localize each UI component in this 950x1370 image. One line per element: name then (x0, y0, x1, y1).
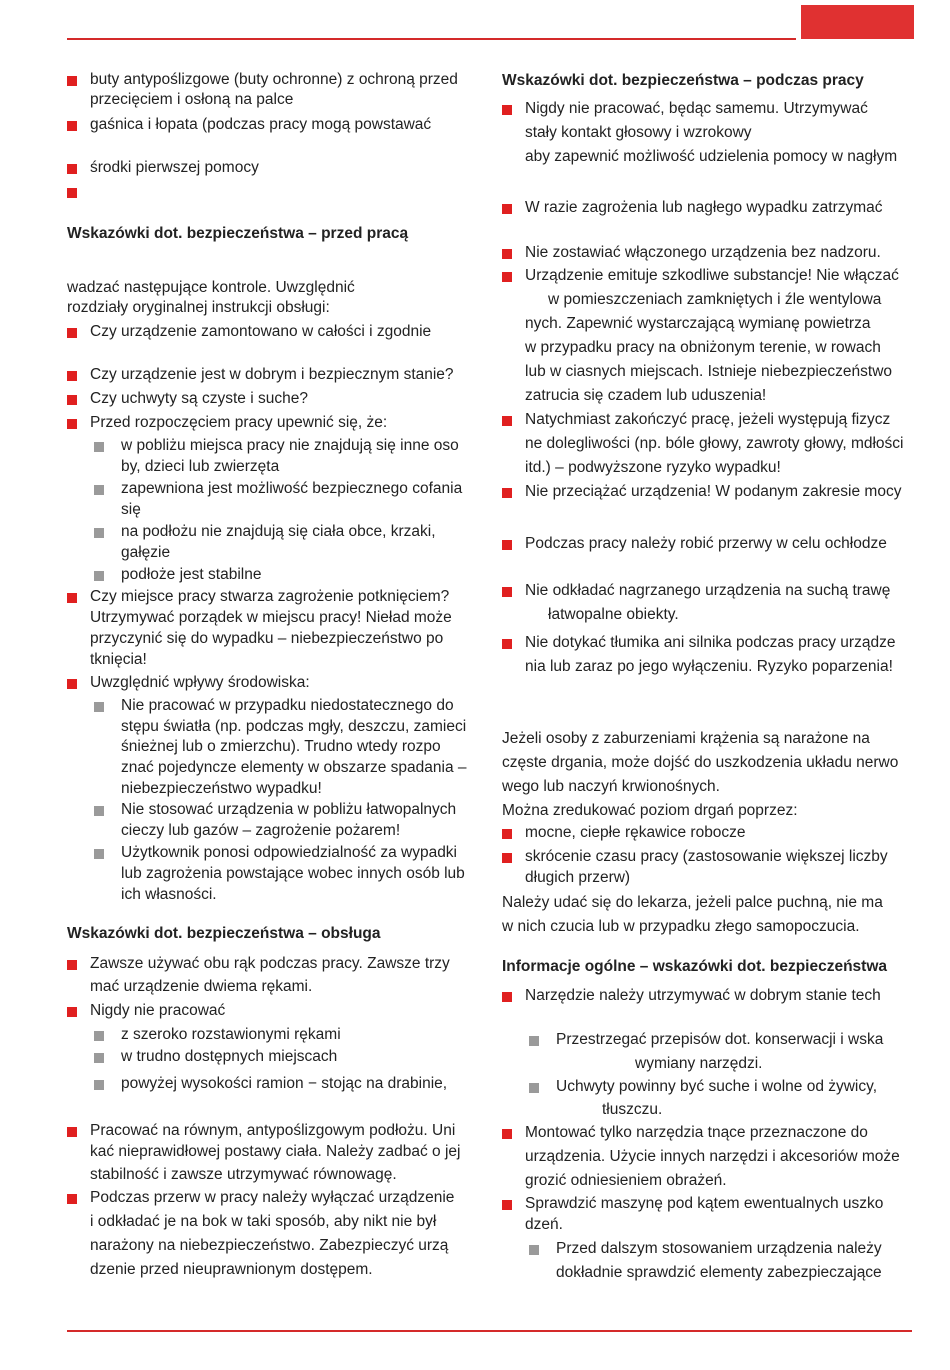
sub-continuation-line: ich własności. (121, 886, 217, 903)
bullet-item: Nie przeciążać urządzenia! W podanym zakresie mocy (502, 482, 901, 502)
sub-bullet-item: powyżej wysokości ramion − stojąc na drabinie, (67, 1074, 447, 1094)
paragraph-line: Należy udać się do lekarza, jeżeli palce puchną, nie ma (502, 894, 883, 911)
continuation-line: nych. Zapewnić wystarczającą wymianę powietrza (525, 315, 871, 332)
section-heading: Informacje ogólne – wskazówki dot. bezpieczeństwa (502, 958, 888, 975)
continuation-line: zatrucia się czadem lub uduszenia! (525, 387, 767, 404)
sub-continuation-line: znać pojedyncze elementy w obszarze spadania – (121, 759, 467, 776)
bullet-item: Uwzględnić wpływy środowiska: (67, 673, 310, 693)
bullet-item: Nigdy nie pracować (67, 1001, 225, 1021)
continuation-line: tknięcia! (90, 651, 147, 668)
sub-bullet-item: Nie pracować w przypadku niedostatecznego do (67, 696, 454, 716)
sub-bullet-item: Przestrzegać przepisów dot. konserwacji i wska (502, 1030, 883, 1050)
bullet-item: W razie zagrożenia lub nagłego wypadku zatrzymać (502, 198, 883, 218)
continuation-line: itd.) – podwyższone ryzyko wypadku! (525, 459, 781, 476)
sub-continuation-line: tłuszczu. (602, 1101, 663, 1118)
continuation-line: urządzenia. Użycie innych narzędzi i akcesoriów może (525, 1148, 900, 1165)
section-heading: Wskazówki dot. bezpieczeństwa – podczas pracy (502, 72, 864, 89)
continuation-line: aby zapewnić możliwość udzielenia pomocy w nagłym (525, 148, 898, 165)
sub-bullet-item: w pobliżu miejsca pracy nie znajdują się inne oso (67, 436, 459, 456)
bullet-item: Podczas przerw w pracy należy wyłączać urządzenie (67, 1188, 454, 1208)
header-tab (801, 5, 914, 39)
bullet-item: gaśnica i łopata (podczas pracy mogą powstawać (67, 115, 431, 135)
paragraph-line: wego lub naczyń krwionośnych. (502, 778, 720, 795)
sub-continuation-line: cieczy lub gazów – zagrożenie pożarem! (121, 822, 401, 839)
bullet-item: mocne, ciepłe rękawice robocze (502, 823, 746, 843)
bullet-item: Urządzenie emituje szkodliwe substancje! Nie włączać (502, 266, 899, 286)
bullet-item: Nie zostawiać włączonego urządzenia bez nadzoru. (502, 243, 881, 263)
sub-bullet-item: Nie stosować urządzenia w pobliżu łatwopalnych (67, 800, 456, 820)
continuation-line: dzenie przed nieuprawnionym dostępem. (90, 1261, 373, 1278)
continuation-line: lub w ciasnych miejscach. Istnieje niebezpieczeństwo (525, 363, 893, 380)
continuation-line: łatwopalne obiekty. (548, 606, 679, 623)
bullet-item: Czy miejsce pracy stwarza zagrożenie potknięciem? (67, 587, 449, 607)
sub-bullet-item: z szeroko rozstawionymi rękami (67, 1025, 341, 1045)
bullet-item: Montować tylko narzędzia tnące przeznaczone do (502, 1123, 868, 1143)
continuation-line: kać nieprawidłowej postawy ciała. Należy zadbać o jej (90, 1143, 461, 1160)
bullet-item: Czy uchwyty są czyste i suche? (67, 389, 308, 409)
bullet-item: Sprawdzić maszynę pod kątem ewentualnych uszko (502, 1194, 883, 1214)
bullet-item: Zawsze używać obu rąk podczas pracy. Zawsze trzy (67, 954, 450, 974)
sub-continuation-line: śnieżnej lub o zmierzchu). Trudno wtedy rozpo (121, 738, 441, 755)
bullet-item: Nie dotykać tłumika ani silnika podczas pracy urządze (502, 633, 895, 653)
footer-rule (67, 1330, 912, 1332)
bullet-item: skrócenie czasu pracy (zastosowanie większej liczby (502, 847, 888, 867)
continuation-line: grozić odniesieniem obrażeń. (525, 1172, 727, 1189)
continuation-line: narażony na niebezpieczeństwo. Zabezpieczyć urzą (90, 1237, 449, 1254)
continuation-line: stabilność i zawsze utrzymywać równowagę. (90, 1166, 397, 1183)
bullet-item: Czy urządzenie jest w dobrym i bezpiecznym stanie? (67, 365, 454, 385)
section-heading: Wskazówki dot. bezpieczeństwa – przed pracą (67, 225, 409, 242)
continuation-line: w pomieszczeniach zamkniętych i źle wentylowa (548, 291, 882, 308)
bullet-item: Nie odkładać nagrzanego urządzenia na suchą trawę (502, 581, 890, 601)
sub-continuation-line: dokładnie sprawdzić elementy zabezpieczające (556, 1264, 882, 1281)
continuation-line: długich przerw) (525, 869, 631, 886)
continuation-line: dzeń. (525, 1216, 563, 1233)
sub-continuation-line: wymiany narzędzi. (635, 1055, 763, 1072)
sub-continuation-line: gałęzie (121, 544, 171, 561)
sub-continuation-line: się (121, 501, 141, 518)
paragraph-line: wadzać następujące kontrole. Uwzględnić (67, 279, 355, 296)
sub-continuation-line: lub zagrożenia powstające wobec innych osób lub (121, 865, 465, 882)
paragraph-line: Jeżeli osoby z zaburzeniami krążenia są narażone na (502, 730, 870, 747)
bullet-item: Nigdy nie pracować, będąc samemu. Utrzymywać (502, 99, 868, 119)
sub-continuation-line: by, dzieci lub zwierzęta (121, 458, 280, 475)
paragraph-line: częste drgania, może dojść do uszkodzenia układu nerwo (502, 754, 899, 771)
bullet-item: Przed rozpoczęciem pracy upewnić się, że: (67, 413, 387, 433)
continuation-line: i odkładać je na bok w taki sposób, aby nikt nie był (90, 1213, 437, 1230)
bullet-item: Narzędzie należy utrzymywać w dobrym stanie tech (502, 986, 881, 1006)
continuation-line: w przypadku pracy na obniżonym terenie, w rowach (525, 339, 881, 356)
sub-bullet-item: Przed dalszym stosowaniem urządzenia należy (502, 1239, 882, 1259)
sub-bullet-item: Użytkownik ponosi odpowiedzialność za wypadki (67, 843, 457, 863)
bullet-item: Pracować na równym, antypoślizgowym podłożu. Uni (67, 1121, 455, 1141)
bullet-item: środki pierwszej pomocy (67, 158, 259, 178)
bullet-item: buty antypoślizgowe (buty ochronne) z ochroną przed (67, 70, 458, 90)
paragraph-line: rozdziały oryginalnej instrukcji obsługi: (67, 299, 330, 316)
continuation-line: mać urządzenie dwiema rękami. (90, 978, 313, 995)
bullet-item: Podczas pracy należy robić przerwy w celu ochłodze (502, 534, 887, 554)
sub-continuation-line: stępu światła (np. podczas mgły, deszczu, zamieci (121, 718, 467, 735)
bullet-item: Natychmiast zakończyć pracę, jeżeli występują fizycz (502, 410, 890, 430)
continuation-line: Utrzymywać porządek w miejscu pracy! Nieład może (90, 609, 452, 626)
header-rule (67, 38, 796, 40)
continuation-line: przyczynić się do wypadku – niebezpieczeństwo po (90, 630, 444, 647)
sub-bullet-item: podłoże jest stabilne (67, 565, 261, 585)
continuation-line: stały kontakt głosowy i wzrokowy (525, 124, 752, 141)
sub-bullet-item: na podłożu nie znajdują się ciała obce, krzaki, (67, 522, 436, 542)
bullet-item: Czy urządzenie zamontowano w całości i zgodnie (67, 322, 431, 342)
paragraph-line: Można zredukować poziom drgań poprzez: (502, 802, 798, 819)
sub-continuation-line: niebezpieczeństwo wypadku! (121, 780, 322, 797)
continuation-line: przecięciem i osłoną na palce (90, 91, 294, 108)
sub-bullet-item: Uchwyty powinny być suche i wolne od żywicy, (502, 1077, 877, 1097)
continuation-line: nia lub zaraz po jego wyłączeniu. Ryzyko poparzenia! (525, 658, 893, 675)
sub-bullet-item: w trudno dostępnych miejscach (67, 1047, 337, 1067)
sub-bullet-item: zapewniona jest możliwość bezpiecznego cofania (67, 479, 462, 499)
section-heading: Wskazówki dot. bezpieczeństwa – obsługa (67, 925, 381, 942)
continuation-line: ne dolegliwości (np. bóle głowy, zawroty głowy, mdłości (525, 435, 904, 452)
paragraph-line: w nich czucia lub w przypadku złego samopoczucia. (502, 918, 860, 935)
